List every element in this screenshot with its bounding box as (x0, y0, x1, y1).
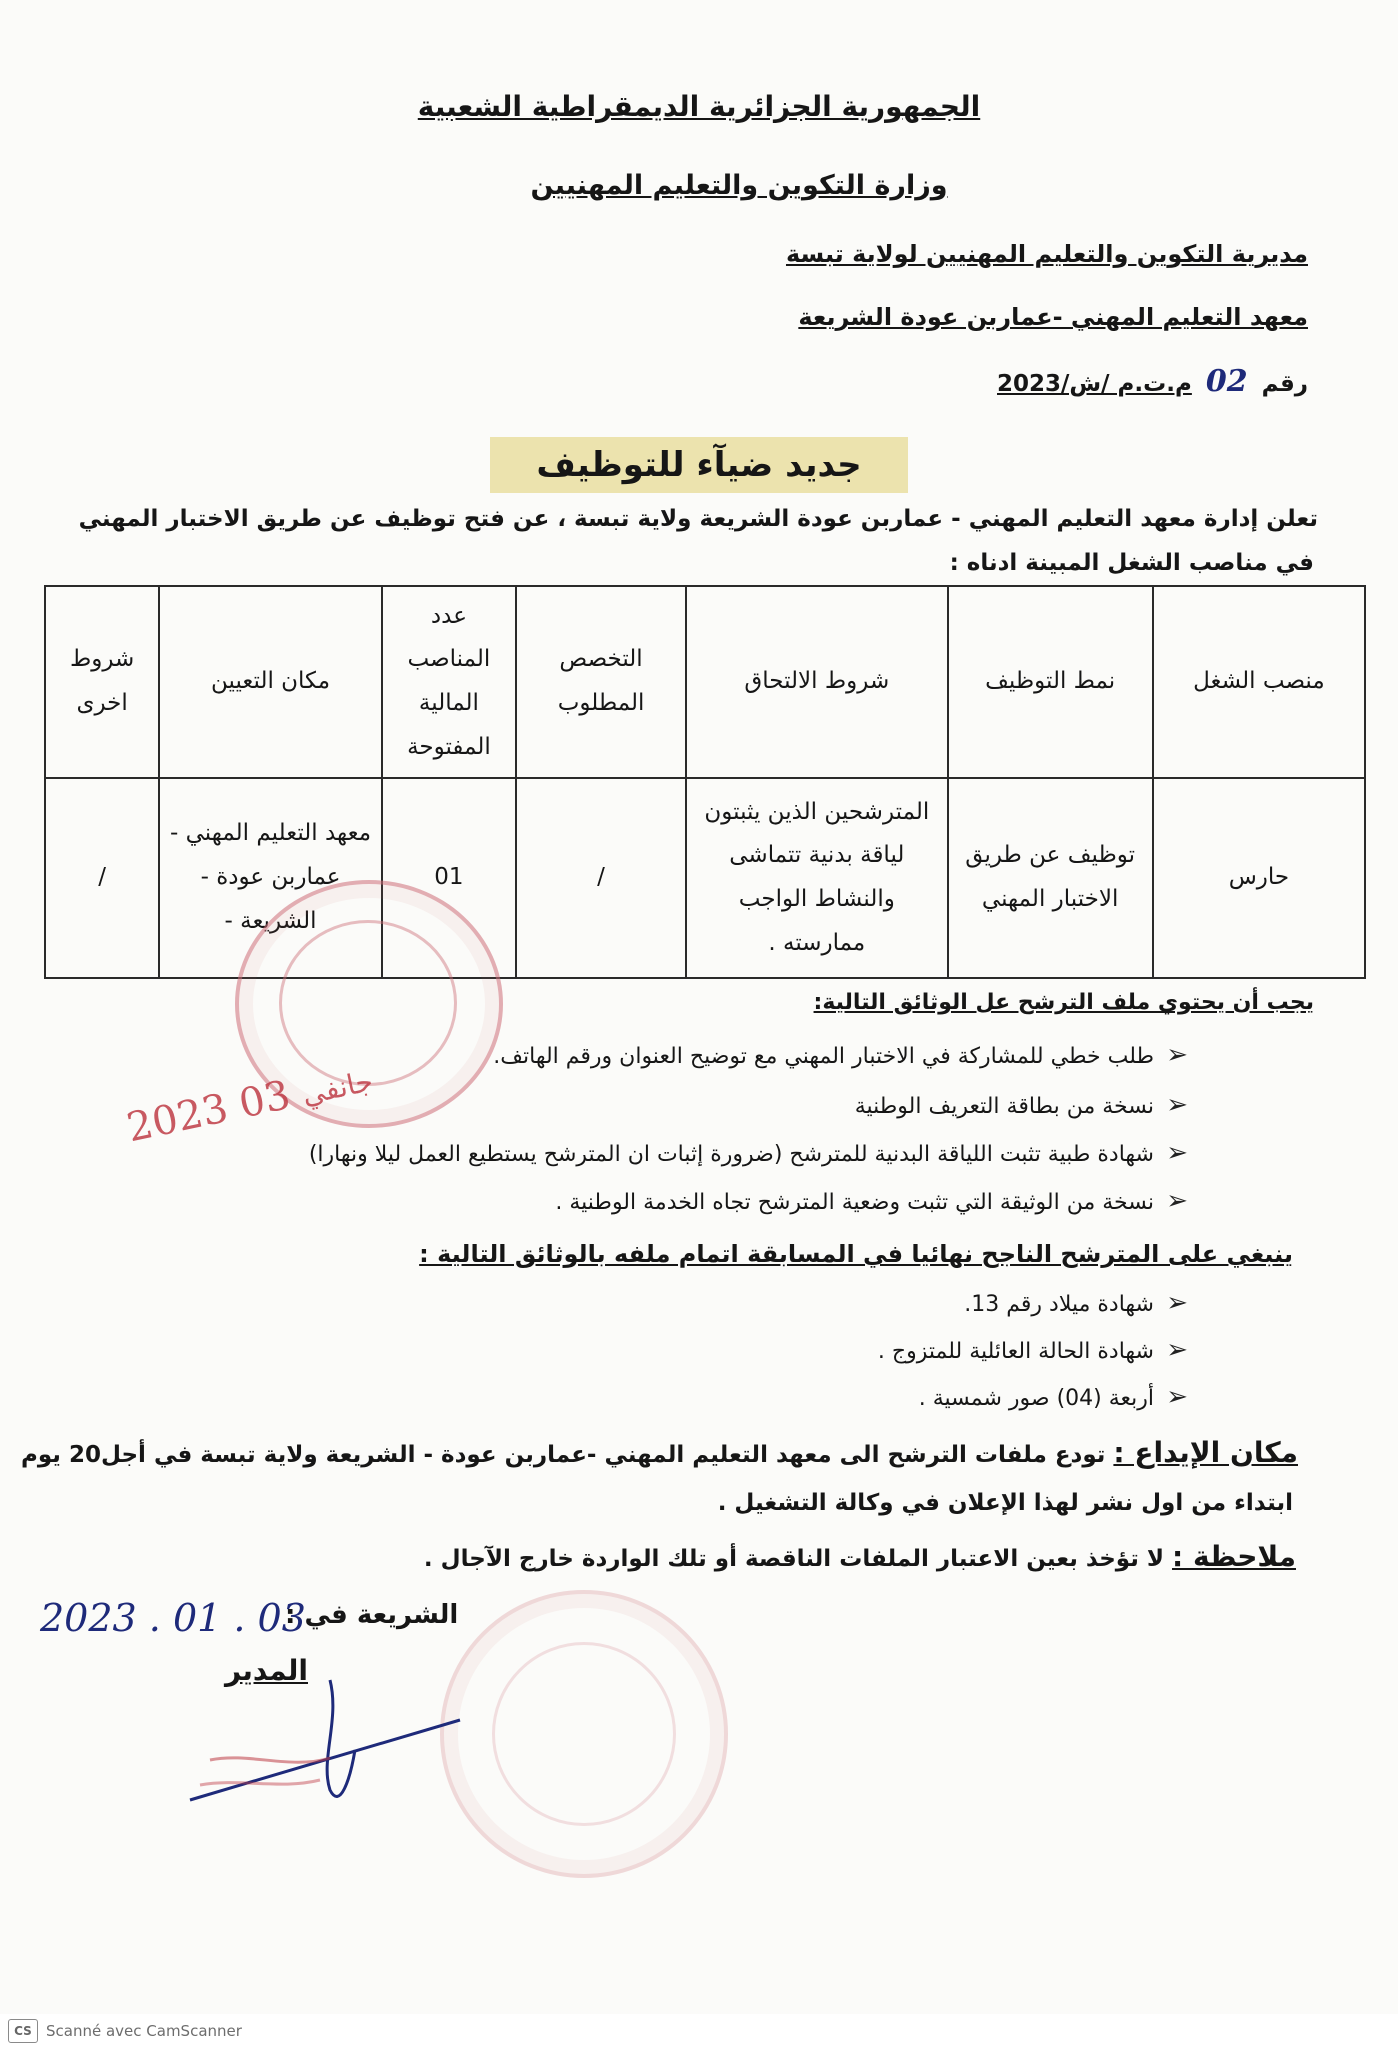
table-cell: حارس (1153, 778, 1365, 978)
arrow-icon: ➢ (1166, 1335, 1188, 1365)
successful-title: ينبغي على المترشح الناجح نهائيا في المسابقة اتمام ملفه بالوثائق التالية : (419, 1240, 1293, 1268)
stamp-date (123, 1055, 376, 1152)
successful-item-text: شهادة ميلاد رقم 13. (964, 1292, 1154, 1317)
arrow-icon: ➢ (1166, 1090, 1188, 1120)
successful-item-text: شهادة الحالة العائلية للمتزوج . (877, 1339, 1154, 1364)
camscanner-logo: CS (8, 2019, 38, 2043)
institute-line: معهد التعليم المهني -عماربن عودة الشريعة (798, 303, 1308, 331)
intro-line-1: تعلن إدارة معهد التعليم المهني - عماربن عودة الشريعة ولاية تبسة ، عن فتح توظيف عن طريق الاختبار المهني (78, 506, 1318, 532)
table-cell: / (516, 778, 686, 978)
recruitment-banner (490, 437, 908, 493)
documents-item (309, 1138, 1188, 1168)
successful-item-text: أربعة (04) صور شمسية . (918, 1386, 1154, 1411)
scanner-footer-text: Scanné avec CamScanner (46, 2022, 242, 2040)
documents-title: يجب أن يحتوي ملف الترشح عل الوثائق التالية: (813, 990, 1314, 1015)
handwritten-signature (180, 1660, 480, 1820)
documents-item-text: نسخة من الوثيقة التي تثبت وضعية المترشح تجاه الخدمة الوطنية . (555, 1190, 1154, 1215)
table-cell: / (45, 778, 159, 978)
reference-number: 02 (1205, 364, 1248, 399)
stamp-year: 2023 (122, 1085, 233, 1152)
header-cell: عدد المناصب المالية المفتوحة (382, 586, 516, 778)
republic-title: الجمهورية الجزائرية الديمقراطية الشعبية (417, 90, 981, 123)
scanner-footer (0, 2014, 1398, 2048)
note-text: لا تؤخذ بعين الاعتبار الملفات الناقصة أو تلك الواردة خارج الآجال . (423, 1546, 1164, 1572)
director-label: المدير (225, 1654, 308, 1687)
reference-prefix: رقم (1261, 371, 1308, 397)
documents-item (493, 1040, 1188, 1070)
director-stamp (440, 1590, 728, 1878)
deposit-label: مكان الإيداع : (1113, 1436, 1298, 1469)
arrow-icon: ➢ (1166, 1382, 1188, 1412)
deposit-line-2: ابتداء من اول نشر لهذا الإعلان في وكالة التشغيل . (717, 1490, 1293, 1516)
signature-place: الشريعة في : (285, 1600, 459, 1630)
stamp-day: 03 (234, 1072, 295, 1128)
documents-item-text: شهادة طبية تثبت اللياقة البدنية للمترشح (ضرورة إثبات ان المترشح يستطيع العمل ليلا ونهارا) (308, 1142, 1154, 1167)
deposit-line-1 (21, 1436, 1298, 1469)
table-row (45, 778, 1365, 978)
arrow-icon: ➢ (1166, 1288, 1188, 1318)
header-cell: مكان التعيين (159, 586, 382, 778)
successful-item (878, 1335, 1188, 1365)
directorate-line: مديرية التكوين والتعليم المهنيين لولاية تبسة (785, 240, 1308, 268)
table-cell: توظيف عن طريق الاختبار المهني (948, 778, 1153, 978)
documents-item (855, 1090, 1188, 1120)
note-line (424, 1540, 1296, 1573)
header-cell: نمط التوظيف (948, 586, 1153, 778)
table-cell: معهد التعليم المهني - عماربن عودة - الشريعة - (159, 778, 382, 978)
jobs-table (44, 585, 1366, 979)
signature-date: 2023 . 01 . 03 (40, 1596, 306, 1640)
header-cell: التخصص المطلوب (516, 586, 686, 778)
header-cell: شروط الالتحاق (686, 586, 947, 778)
documents-item-text: نسخة من بطاقة التعريف الوطنية (854, 1094, 1154, 1119)
banner-title: جديد ضيآء للتوظيف (536, 445, 862, 485)
reference-suffix: م.ت.م /ش/2023 (997, 371, 1192, 397)
table-cell: 01 (382, 778, 516, 978)
ministry-title: وزارة التكوين والتعليم المهنيين (530, 170, 948, 201)
note-label: ملاحظة : (1172, 1540, 1296, 1573)
header-cell: منصب الشغل (1153, 586, 1365, 778)
documents-item (555, 1186, 1188, 1216)
successful-item (964, 1288, 1188, 1318)
deposit-text: تودع ملفات الترشح الى معهد التعليم المهني -عماربن عودة - الشريعة ولاية تبسة في أجل20 يوم (21, 1442, 1106, 1468)
intro-line-2: في مناصب الشغل المبينة ادناه : (949, 550, 1314, 576)
table-header-row (45, 586, 1365, 778)
header-cell: شروط اخرى (45, 586, 159, 778)
arrow-icon: ➢ (1166, 1138, 1188, 1168)
documents-item-text: طلب خطي للمشاركة في الاختبار المهني مع توضيح العنوان ورقم الهاتف. (493, 1044, 1154, 1069)
stamp-month: جانفي (299, 1064, 376, 1112)
director-stamp-inner (492, 1642, 676, 1826)
reference-line (997, 364, 1308, 399)
table-cell: المترشحين الذين يثبتون لياقة بدنية تتماشى والنشاط الواجب ممارسته . (686, 778, 947, 978)
arrow-icon: ➢ (1166, 1040, 1188, 1070)
arrow-icon: ➢ (1166, 1186, 1188, 1216)
successful-item (919, 1382, 1188, 1412)
